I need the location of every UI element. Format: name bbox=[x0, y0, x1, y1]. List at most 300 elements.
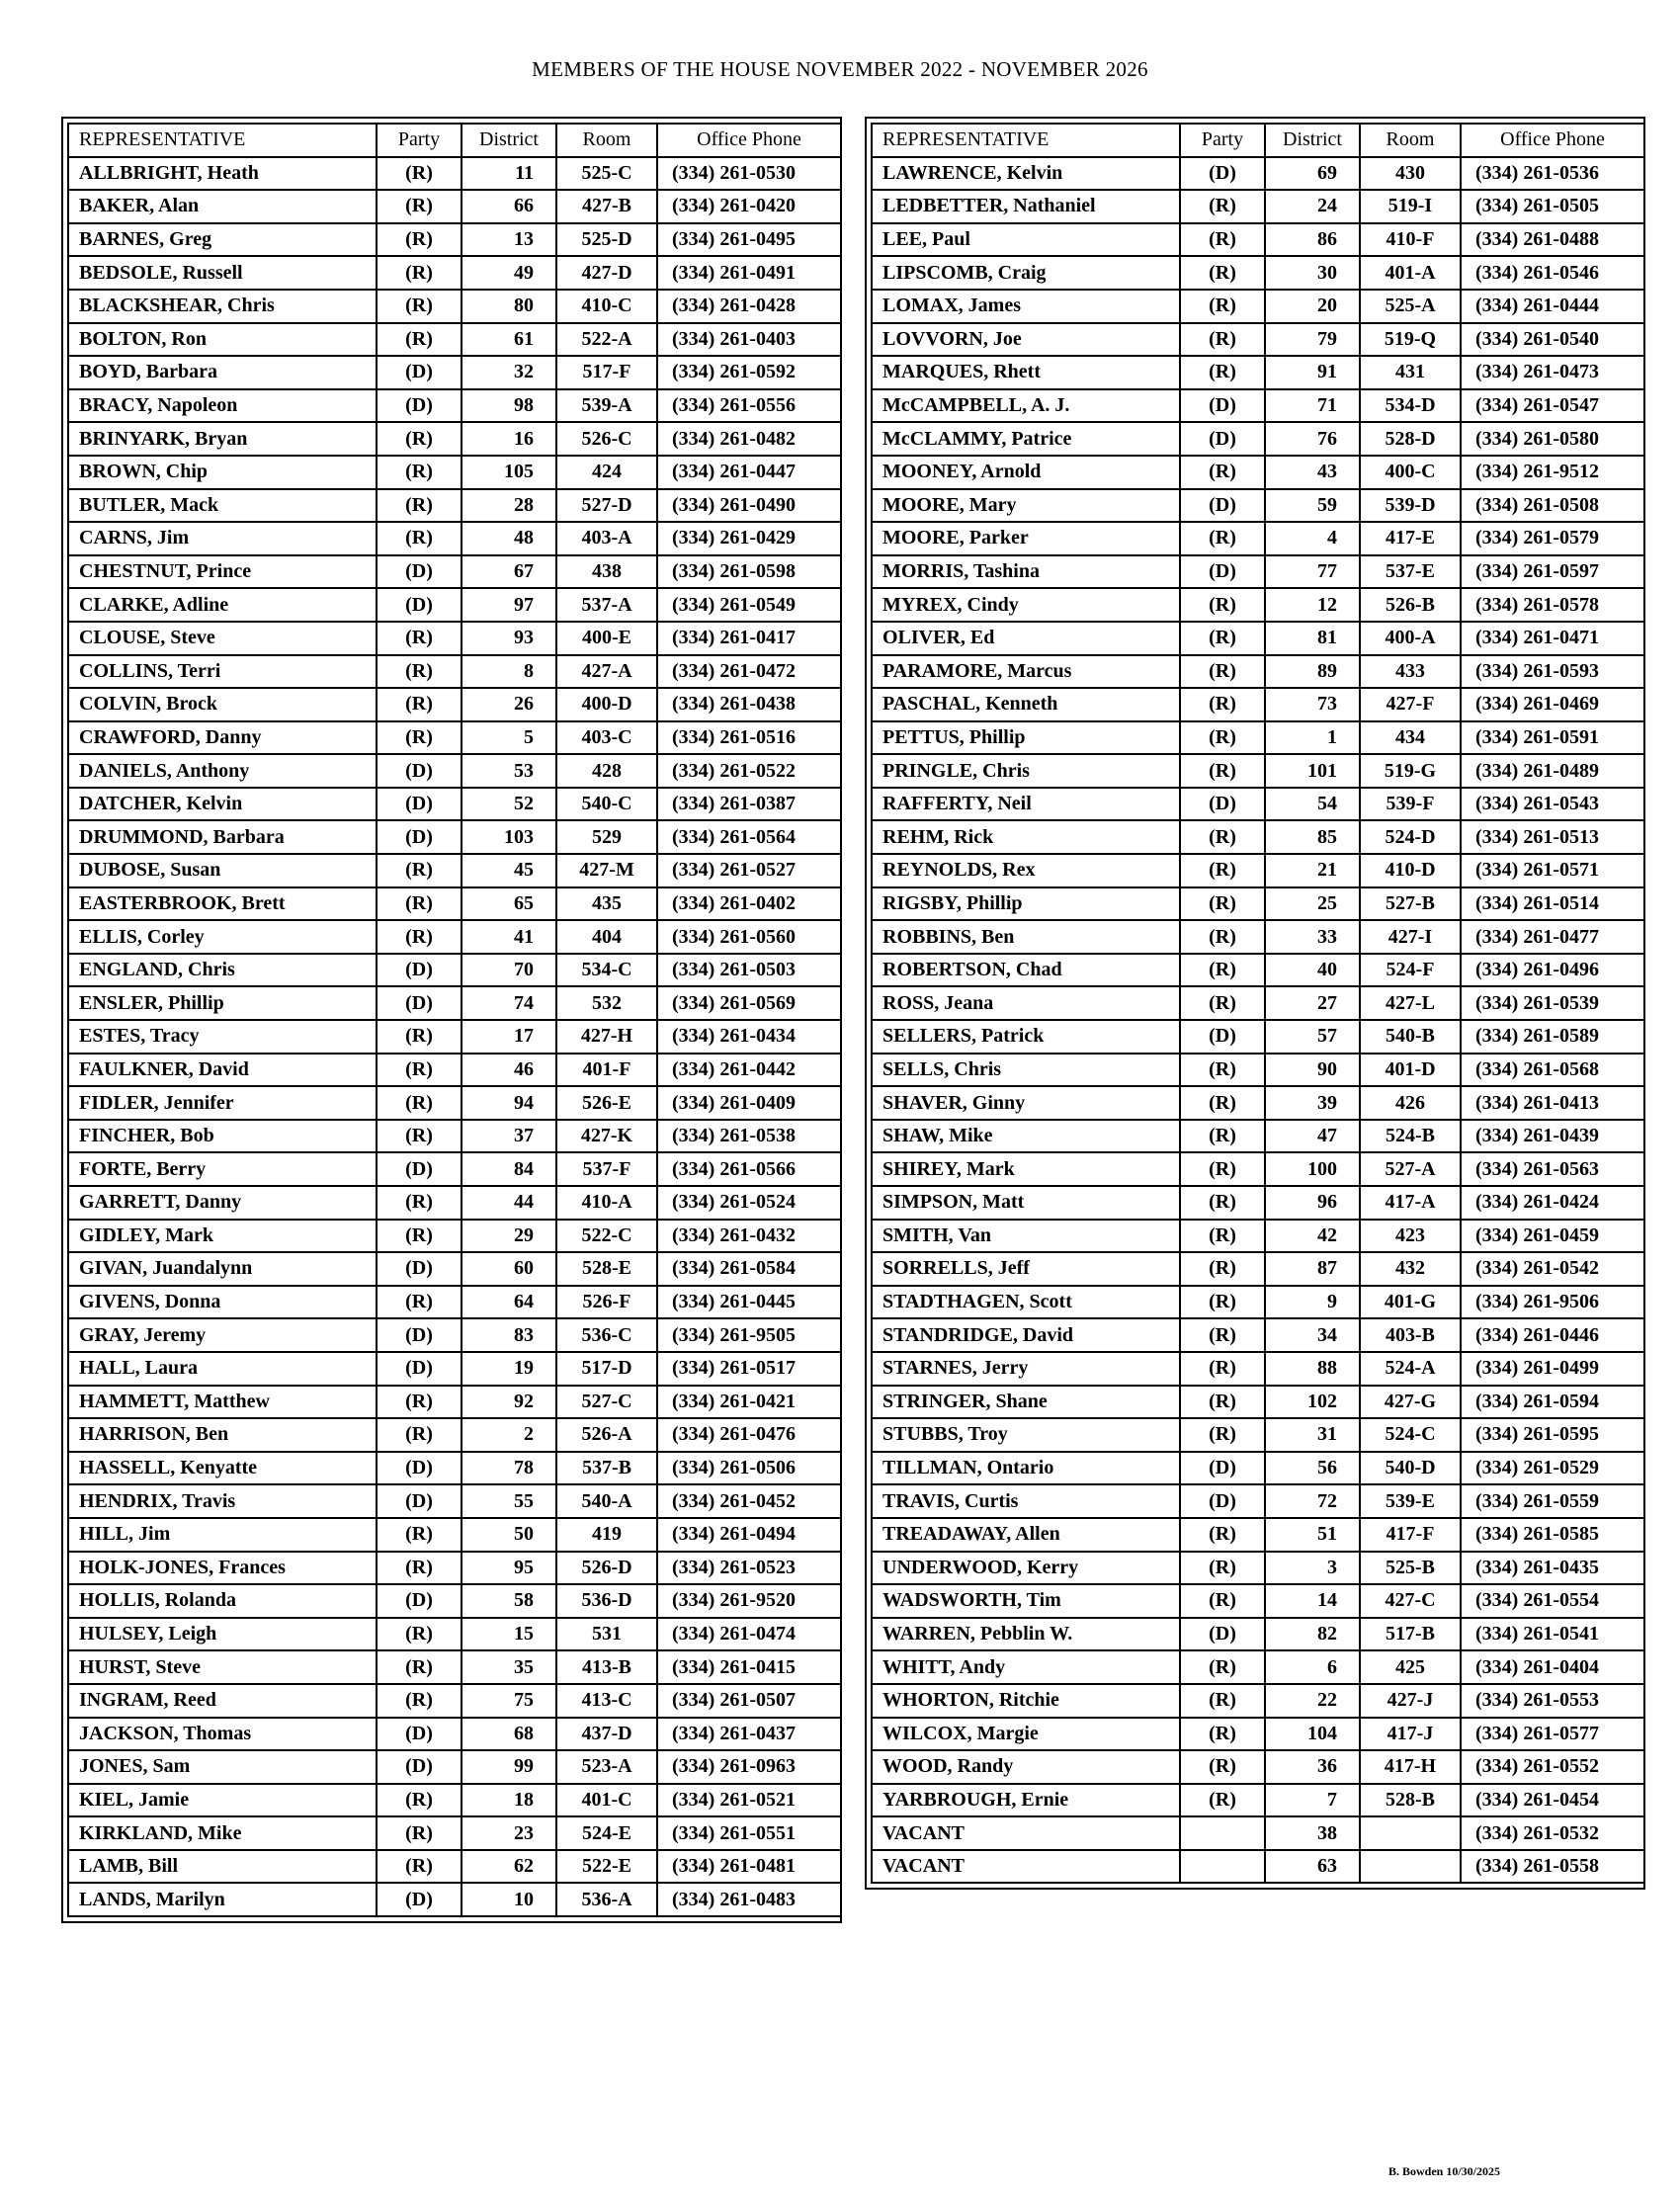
room-cell: 419 bbox=[556, 1518, 657, 1552]
party-cell: (D) bbox=[377, 1883, 462, 1916]
representative-cell: LOVVORN, Joe bbox=[872, 323, 1180, 357]
district-cell: 6 bbox=[1265, 1650, 1360, 1684]
office-phone-cell: (334) 261-0549 bbox=[657, 588, 841, 622]
representative-cell: LOMAX, James bbox=[872, 290, 1180, 323]
room-cell: 519-G bbox=[1360, 754, 1461, 788]
district-cell: 104 bbox=[1265, 1718, 1360, 1751]
members-table-right-frame bbox=[865, 117, 1645, 1890]
room-cell: 423 bbox=[1360, 1220, 1461, 1253]
table-row bbox=[872, 1452, 1644, 1485]
table-row bbox=[872, 489, 1644, 523]
room-cell: 401-F bbox=[556, 1054, 657, 1087]
room-cell: 417-E bbox=[1360, 522, 1461, 555]
office-phone-cell: (334) 261-0387 bbox=[657, 788, 841, 821]
table-row bbox=[68, 1152, 841, 1186]
table-row bbox=[68, 655, 841, 689]
representative-cell: HALL, Laura bbox=[68, 1352, 377, 1386]
representative-cell: BOYD, Barbara bbox=[68, 356, 377, 389]
representative-cell: OLIVER, Ed bbox=[872, 622, 1180, 655]
district-cell: 39 bbox=[1265, 1086, 1360, 1120]
room-cell: 528-D bbox=[1360, 422, 1461, 456]
district-cell: 44 bbox=[462, 1186, 556, 1220]
office-phone-cell: (334) 261-0454 bbox=[1461, 1784, 1644, 1817]
room-cell: 526-D bbox=[556, 1552, 657, 1585]
page-title: MEMBERS OF THE HOUSE NOVEMBER 2022 - NOVEMBER 2026 bbox=[532, 57, 1148, 81]
party-cell: (D) bbox=[377, 1252, 462, 1286]
district-cell: 35 bbox=[462, 1650, 556, 1684]
table-row bbox=[68, 1552, 841, 1585]
party-cell: (D) bbox=[377, 1152, 462, 1186]
room-cell: 435 bbox=[556, 887, 657, 921]
office-phone-cell: (334) 261-0542 bbox=[1461, 1252, 1644, 1286]
table-row bbox=[68, 1452, 841, 1485]
party-cell: (D) bbox=[1180, 1452, 1265, 1485]
office-phone-cell: (334) 261-0413 bbox=[1461, 1086, 1644, 1120]
office-phone-cell: (334) 261-0568 bbox=[1461, 1054, 1644, 1087]
table-row bbox=[872, 1086, 1644, 1120]
table-row bbox=[872, 323, 1644, 357]
representative-cell: MYREX, Cindy bbox=[872, 588, 1180, 622]
representative-cell: BRACY, Napoleon bbox=[68, 389, 377, 423]
office-phone-cell: (334) 261-0434 bbox=[657, 1020, 841, 1054]
office-phone-cell: (334) 261-0489 bbox=[1461, 754, 1644, 788]
room-cell: 522-C bbox=[556, 1220, 657, 1253]
office-phone-cell: (334) 261-0472 bbox=[657, 655, 841, 689]
district-cell: 57 bbox=[1265, 1020, 1360, 1054]
table-row bbox=[872, 157, 1644, 191]
room-cell: 433 bbox=[1360, 655, 1461, 689]
room-cell: 427-B bbox=[556, 190, 657, 223]
room-cell: 434 bbox=[1360, 721, 1461, 755]
representative-cell: RAFFERTY, Neil bbox=[872, 788, 1180, 821]
district-cell: 43 bbox=[1265, 456, 1360, 489]
room-cell: 413-B bbox=[556, 1650, 657, 1684]
district-cell: 64 bbox=[462, 1286, 556, 1319]
district-cell: 80 bbox=[462, 290, 556, 323]
table-row bbox=[68, 1584, 841, 1618]
party-cell: (D) bbox=[377, 1718, 462, 1751]
office-phone-cell: (334) 261-0540 bbox=[1461, 323, 1644, 357]
party-cell: (D) bbox=[377, 588, 462, 622]
table-row bbox=[872, 788, 1644, 821]
room-cell: 400-C bbox=[1360, 456, 1461, 489]
room-cell: 526-F bbox=[556, 1286, 657, 1319]
office-phone-cell: (334) 261-0429 bbox=[657, 522, 841, 555]
district-cell: 97 bbox=[462, 588, 556, 622]
district-cell: 41 bbox=[462, 920, 556, 954]
room-cell: 427-I bbox=[1360, 920, 1461, 954]
representative-cell: GRAY, Jeremy bbox=[68, 1318, 377, 1352]
district-cell: 19 bbox=[462, 1352, 556, 1386]
table-row bbox=[68, 588, 841, 622]
table-row bbox=[68, 622, 841, 655]
party-cell: (R) bbox=[1180, 1584, 1265, 1618]
representative-cell: STADTHAGEN, Scott bbox=[872, 1286, 1180, 1319]
representative-cell: MOORE, Mary bbox=[872, 489, 1180, 523]
representative-cell: SELLS, Chris bbox=[872, 1054, 1180, 1087]
representative-cell: PARAMORE, Marcus bbox=[872, 655, 1180, 689]
table-row bbox=[68, 788, 841, 821]
office-phone-cell: (334) 261-0403 bbox=[657, 323, 841, 357]
room-cell: 517-D bbox=[556, 1352, 657, 1386]
table-row bbox=[872, 223, 1644, 257]
party-cell bbox=[1180, 1850, 1265, 1884]
office-phone-cell: (334) 261-0530 bbox=[657, 157, 841, 191]
office-phone-cell: (334) 261-0560 bbox=[657, 920, 841, 954]
office-phone-cell: (334) 261-0505 bbox=[1461, 190, 1644, 223]
representative-cell: HULSEY, Leigh bbox=[68, 1618, 377, 1651]
party-cell: (R) bbox=[1180, 887, 1265, 921]
room-cell: 526-A bbox=[556, 1418, 657, 1452]
room-cell: 417-J bbox=[1360, 1718, 1461, 1751]
representative-cell: SHIREY, Mark bbox=[872, 1152, 1180, 1186]
office-phone-cell: (334) 261-0578 bbox=[1461, 588, 1644, 622]
room-cell: 410-F bbox=[1360, 223, 1461, 257]
representative-cell: LIPSCOMB, Craig bbox=[872, 256, 1180, 290]
party-cell: (R) bbox=[1180, 1186, 1265, 1220]
representative-cell: KIRKLAND, Mike bbox=[68, 1816, 377, 1850]
party-cell: (R) bbox=[377, 1552, 462, 1585]
room-cell: 401-A bbox=[1360, 256, 1461, 290]
room-cell: 417-H bbox=[1360, 1750, 1461, 1784]
table-row bbox=[68, 1816, 841, 1850]
office-phone-cell: (334) 261-0536 bbox=[1461, 157, 1644, 191]
office-phone-cell: (334) 261-0417 bbox=[657, 622, 841, 655]
party-cell: (R) bbox=[377, 1186, 462, 1220]
district-cell: 22 bbox=[1265, 1684, 1360, 1718]
office-phone-cell: (334) 261-0415 bbox=[657, 1650, 841, 1684]
table-row bbox=[68, 456, 841, 489]
party-cell: (D) bbox=[1180, 555, 1265, 589]
members-table-left-frame bbox=[61, 117, 842, 1923]
table-row bbox=[68, 489, 841, 523]
district-cell: 92 bbox=[462, 1386, 556, 1419]
table-row bbox=[872, 456, 1644, 489]
table-row bbox=[68, 986, 841, 1020]
room-cell: 536-A bbox=[556, 1883, 657, 1916]
party-cell: (R) bbox=[377, 1054, 462, 1087]
room-cell: 400-E bbox=[556, 622, 657, 655]
office-phone-cell: (334) 261-0491 bbox=[657, 256, 841, 290]
room-cell: 401-C bbox=[556, 1784, 657, 1817]
party-cell: (R) bbox=[1180, 1784, 1265, 1817]
district-cell: 91 bbox=[1265, 356, 1360, 389]
district-cell: 14 bbox=[1265, 1584, 1360, 1618]
party-cell: (R) bbox=[377, 887, 462, 921]
room-cell: 524-C bbox=[1360, 1418, 1461, 1452]
district-cell: 23 bbox=[462, 1816, 556, 1850]
room-cell: 401-D bbox=[1360, 1054, 1461, 1087]
office-phone-cell: (334) 261-0552 bbox=[1461, 1750, 1644, 1784]
table-row bbox=[68, 1252, 841, 1286]
party-cell: (R) bbox=[377, 655, 462, 689]
representative-cell: CRAWFORD, Danny bbox=[68, 721, 377, 755]
room-cell: 524-E bbox=[556, 1816, 657, 1850]
district-cell: 30 bbox=[1265, 256, 1360, 290]
table-row bbox=[872, 356, 1644, 389]
room-cell: 527-A bbox=[1360, 1152, 1461, 1186]
representative-cell: ENSLER, Phillip bbox=[68, 986, 377, 1020]
representative-cell: PRINGLE, Chris bbox=[872, 754, 1180, 788]
district-cell: 24 bbox=[1265, 190, 1360, 223]
office-phone-cell: (334) 261-0420 bbox=[657, 190, 841, 223]
representative-cell: BLACKSHEAR, Chris bbox=[68, 290, 377, 323]
room-cell: 401-G bbox=[1360, 1286, 1461, 1319]
district-cell: 36 bbox=[1265, 1750, 1360, 1784]
office-phone-cell: (334) 261-0559 bbox=[1461, 1484, 1644, 1518]
representative-cell: LAWRENCE, Kelvin bbox=[872, 157, 1180, 191]
table-row bbox=[68, 688, 841, 721]
room-cell: 526-B bbox=[1360, 588, 1461, 622]
representative-cell: YARBROUGH, Ernie bbox=[872, 1784, 1180, 1817]
party-cell: (R) bbox=[1180, 256, 1265, 290]
table-row bbox=[872, 1518, 1644, 1552]
party-cell: (R) bbox=[377, 522, 462, 555]
district-cell: 75 bbox=[462, 1684, 556, 1718]
room-cell: 525-B bbox=[1360, 1552, 1461, 1585]
room-cell: 526-C bbox=[556, 422, 657, 456]
representative-cell: FORTE, Berry bbox=[68, 1152, 377, 1186]
representative-cell: MOONEY, Arnold bbox=[872, 456, 1180, 489]
party-cell: (R) bbox=[1180, 1318, 1265, 1352]
party-cell: (R) bbox=[1180, 1552, 1265, 1585]
party-cell: (R) bbox=[377, 489, 462, 523]
office-phone-cell: (334) 261-0532 bbox=[1461, 1816, 1644, 1850]
district-cell: 101 bbox=[1265, 754, 1360, 788]
representative-cell: RIGSBY, Phillip bbox=[872, 887, 1180, 921]
office-phone-cell: (334) 261-0404 bbox=[1461, 1650, 1644, 1684]
party-cell: (R) bbox=[377, 1020, 462, 1054]
table-row bbox=[68, 1784, 841, 1817]
table-row bbox=[872, 721, 1644, 755]
table-row bbox=[68, 522, 841, 555]
room-cell: 537-B bbox=[556, 1452, 657, 1485]
room-cell: 519-Q bbox=[1360, 323, 1461, 357]
party-cell: (D) bbox=[377, 1584, 462, 1618]
representative-cell: ENGLAND, Chris bbox=[68, 954, 377, 987]
district-cell: 76 bbox=[1265, 422, 1360, 456]
table-row bbox=[872, 422, 1644, 456]
party-cell: (R) bbox=[377, 1518, 462, 1552]
room-cell: 425 bbox=[1360, 1650, 1461, 1684]
table-row bbox=[68, 389, 841, 423]
header-office-phone: Office Phone bbox=[1461, 124, 1644, 157]
office-phone-cell: (334) 261-0563 bbox=[1461, 1152, 1644, 1186]
room-cell: 417-F bbox=[1360, 1518, 1461, 1552]
office-phone-cell: (334) 261-0490 bbox=[657, 489, 841, 523]
table-row bbox=[68, 1883, 841, 1916]
office-phone-cell: (334) 261-0517 bbox=[657, 1352, 841, 1386]
table-row bbox=[68, 954, 841, 987]
header-representative: REPRESENTATIVE bbox=[872, 124, 1180, 157]
district-cell: 56 bbox=[1265, 1452, 1360, 1485]
office-phone-cell: (334) 261-0445 bbox=[657, 1286, 841, 1319]
table-row bbox=[68, 1352, 841, 1386]
table-row bbox=[68, 555, 841, 589]
members-list-right bbox=[872, 157, 1644, 1884]
header-party: Party bbox=[1180, 124, 1265, 157]
district-cell: 62 bbox=[462, 1850, 556, 1884]
table-row bbox=[872, 1120, 1644, 1153]
district-cell: 9 bbox=[1265, 1286, 1360, 1319]
district-cell: 16 bbox=[462, 422, 556, 456]
district-cell: 96 bbox=[1265, 1186, 1360, 1220]
representative-cell: PETTUS, Phillip bbox=[872, 721, 1180, 755]
district-cell: 48 bbox=[462, 522, 556, 555]
representative-cell: GIVAN, Juandalynn bbox=[68, 1252, 377, 1286]
room-cell: 410-D bbox=[1360, 854, 1461, 887]
table-row bbox=[872, 1352, 1644, 1386]
district-cell: 31 bbox=[1265, 1418, 1360, 1452]
office-phone-cell: (334) 261-0522 bbox=[657, 754, 841, 788]
room-cell: 417-A bbox=[1360, 1186, 1461, 1220]
table-row bbox=[872, 1850, 1644, 1884]
table-row bbox=[68, 920, 841, 954]
room-cell: 524-F bbox=[1360, 954, 1461, 987]
district-cell: 52 bbox=[462, 788, 556, 821]
party-cell: (R) bbox=[377, 256, 462, 290]
room-cell: 540-C bbox=[556, 788, 657, 821]
office-phone-cell: (334) 261-0469 bbox=[1461, 688, 1644, 721]
office-phone-cell: (334) 261-0591 bbox=[1461, 721, 1644, 755]
party-cell: (D) bbox=[1180, 1484, 1265, 1518]
office-phone-cell: (334) 261-0514 bbox=[1461, 887, 1644, 921]
district-cell: 60 bbox=[462, 1252, 556, 1286]
district-cell: 78 bbox=[462, 1452, 556, 1485]
district-cell: 89 bbox=[1265, 655, 1360, 689]
party-cell: (R) bbox=[377, 157, 462, 191]
office-phone-cell: (334) 261-0597 bbox=[1461, 555, 1644, 589]
room-cell: 427-C bbox=[1360, 1584, 1461, 1618]
table-row bbox=[68, 820, 841, 854]
party-cell: (D) bbox=[377, 555, 462, 589]
room-cell: 427-J bbox=[1360, 1684, 1461, 1718]
table-row bbox=[872, 555, 1644, 589]
table-row bbox=[872, 290, 1644, 323]
table-row bbox=[872, 1784, 1644, 1817]
party-cell: (R) bbox=[1180, 323, 1265, 357]
office-phone-cell: (334) 261-0554 bbox=[1461, 1584, 1644, 1618]
table-row bbox=[68, 1220, 841, 1253]
party-cell: (R) bbox=[1180, 854, 1265, 887]
district-cell: 1 bbox=[1265, 721, 1360, 755]
representative-cell: STRINGER, Shane bbox=[872, 1386, 1180, 1419]
room-cell: 539-D bbox=[1360, 489, 1461, 523]
office-phone-cell: (334) 261-0593 bbox=[1461, 655, 1644, 689]
office-phone-cell: (334) 261-0558 bbox=[1461, 1850, 1644, 1884]
district-cell: 15 bbox=[462, 1618, 556, 1651]
district-cell: 88 bbox=[1265, 1352, 1360, 1386]
office-phone-cell: (334) 261-0488 bbox=[1461, 223, 1644, 257]
party-cell: (D) bbox=[1180, 788, 1265, 821]
district-cell: 7 bbox=[1265, 1784, 1360, 1817]
room-cell: 528-B bbox=[1360, 1784, 1461, 1817]
office-phone-cell: (334) 261-0963 bbox=[657, 1750, 841, 1784]
district-cell: 66 bbox=[462, 190, 556, 223]
party-cell: (R) bbox=[1180, 522, 1265, 555]
representative-cell: BAKER, Alan bbox=[68, 190, 377, 223]
representative-cell: ROBBINS, Ben bbox=[872, 920, 1180, 954]
representative-cell: SMITH, Van bbox=[872, 1220, 1180, 1253]
district-cell: 100 bbox=[1265, 1152, 1360, 1186]
district-cell: 33 bbox=[1265, 920, 1360, 954]
district-cell: 12 bbox=[1265, 588, 1360, 622]
office-phone-cell: (334) 261-0571 bbox=[1461, 854, 1644, 887]
room-cell: 539-A bbox=[556, 389, 657, 423]
representative-cell: MARQUES, Rhett bbox=[872, 356, 1180, 389]
party-cell: (R) bbox=[377, 223, 462, 257]
district-cell: 53 bbox=[462, 754, 556, 788]
room-cell: 537-F bbox=[556, 1152, 657, 1186]
table-row bbox=[872, 1020, 1644, 1054]
room-cell: 529 bbox=[556, 820, 657, 854]
party-cell: (D) bbox=[377, 788, 462, 821]
room-cell: 427-F bbox=[1360, 688, 1461, 721]
members-list-left bbox=[68, 157, 841, 1916]
party-cell: (R) bbox=[1180, 588, 1265, 622]
room-cell: 404 bbox=[556, 920, 657, 954]
table-row bbox=[872, 1286, 1644, 1319]
party-cell: (R) bbox=[1180, 986, 1265, 1020]
office-phone-cell: (334) 261-0402 bbox=[657, 887, 841, 921]
district-cell: 32 bbox=[462, 356, 556, 389]
office-phone-cell: (334) 261-0471 bbox=[1461, 622, 1644, 655]
table-row bbox=[68, 1020, 841, 1054]
district-cell: 42 bbox=[1265, 1220, 1360, 1253]
district-cell: 102 bbox=[1265, 1386, 1360, 1419]
party-cell: (R) bbox=[377, 1386, 462, 1419]
office-phone-cell: (334) 261-0482 bbox=[657, 422, 841, 456]
party-cell: (R) bbox=[377, 721, 462, 755]
representative-cell: ALLBRIGHT, Heath bbox=[68, 157, 377, 191]
representative-cell: WHITT, Andy bbox=[872, 1650, 1180, 1684]
district-cell: 82 bbox=[1265, 1618, 1360, 1651]
district-cell: 2 bbox=[462, 1418, 556, 1452]
party-cell: (R) bbox=[377, 622, 462, 655]
party-cell: (R) bbox=[377, 1784, 462, 1817]
table-row bbox=[872, 887, 1644, 921]
district-cell: 69 bbox=[1265, 157, 1360, 191]
district-cell: 79 bbox=[1265, 323, 1360, 357]
party-cell: (R) bbox=[1180, 1386, 1265, 1419]
district-cell: 27 bbox=[1265, 986, 1360, 1020]
table-row bbox=[872, 1054, 1644, 1087]
table-header-row bbox=[68, 124, 841, 157]
office-phone-cell: (334) 261-0444 bbox=[1461, 290, 1644, 323]
table-row bbox=[68, 754, 841, 788]
table-row bbox=[872, 1552, 1644, 1585]
room-cell: 413-C bbox=[556, 1684, 657, 1718]
party-cell: (R) bbox=[1180, 1054, 1265, 1087]
office-phone-cell: (334) 261-0437 bbox=[657, 1718, 841, 1751]
representative-cell: HAMMETT, Matthew bbox=[68, 1386, 377, 1419]
district-cell: 29 bbox=[462, 1220, 556, 1253]
party-cell: (R) bbox=[1180, 1518, 1265, 1552]
room-cell: 430 bbox=[1360, 157, 1461, 191]
room-cell: 403-B bbox=[1360, 1318, 1461, 1352]
party-cell: (R) bbox=[1180, 688, 1265, 721]
room-cell: 427-G bbox=[1360, 1386, 1461, 1419]
party-cell: (R) bbox=[1180, 1252, 1265, 1286]
representative-cell: GIDLEY, Mark bbox=[68, 1220, 377, 1253]
district-cell: 17 bbox=[462, 1020, 556, 1054]
party-cell: (R) bbox=[1180, 356, 1265, 389]
table-row bbox=[872, 1152, 1644, 1186]
representative-cell: WADSWORTH, Tim bbox=[872, 1584, 1180, 1618]
table-row bbox=[68, 1650, 841, 1684]
room-cell: 524-A bbox=[1360, 1352, 1461, 1386]
party-cell: (R) bbox=[1180, 1684, 1265, 1718]
